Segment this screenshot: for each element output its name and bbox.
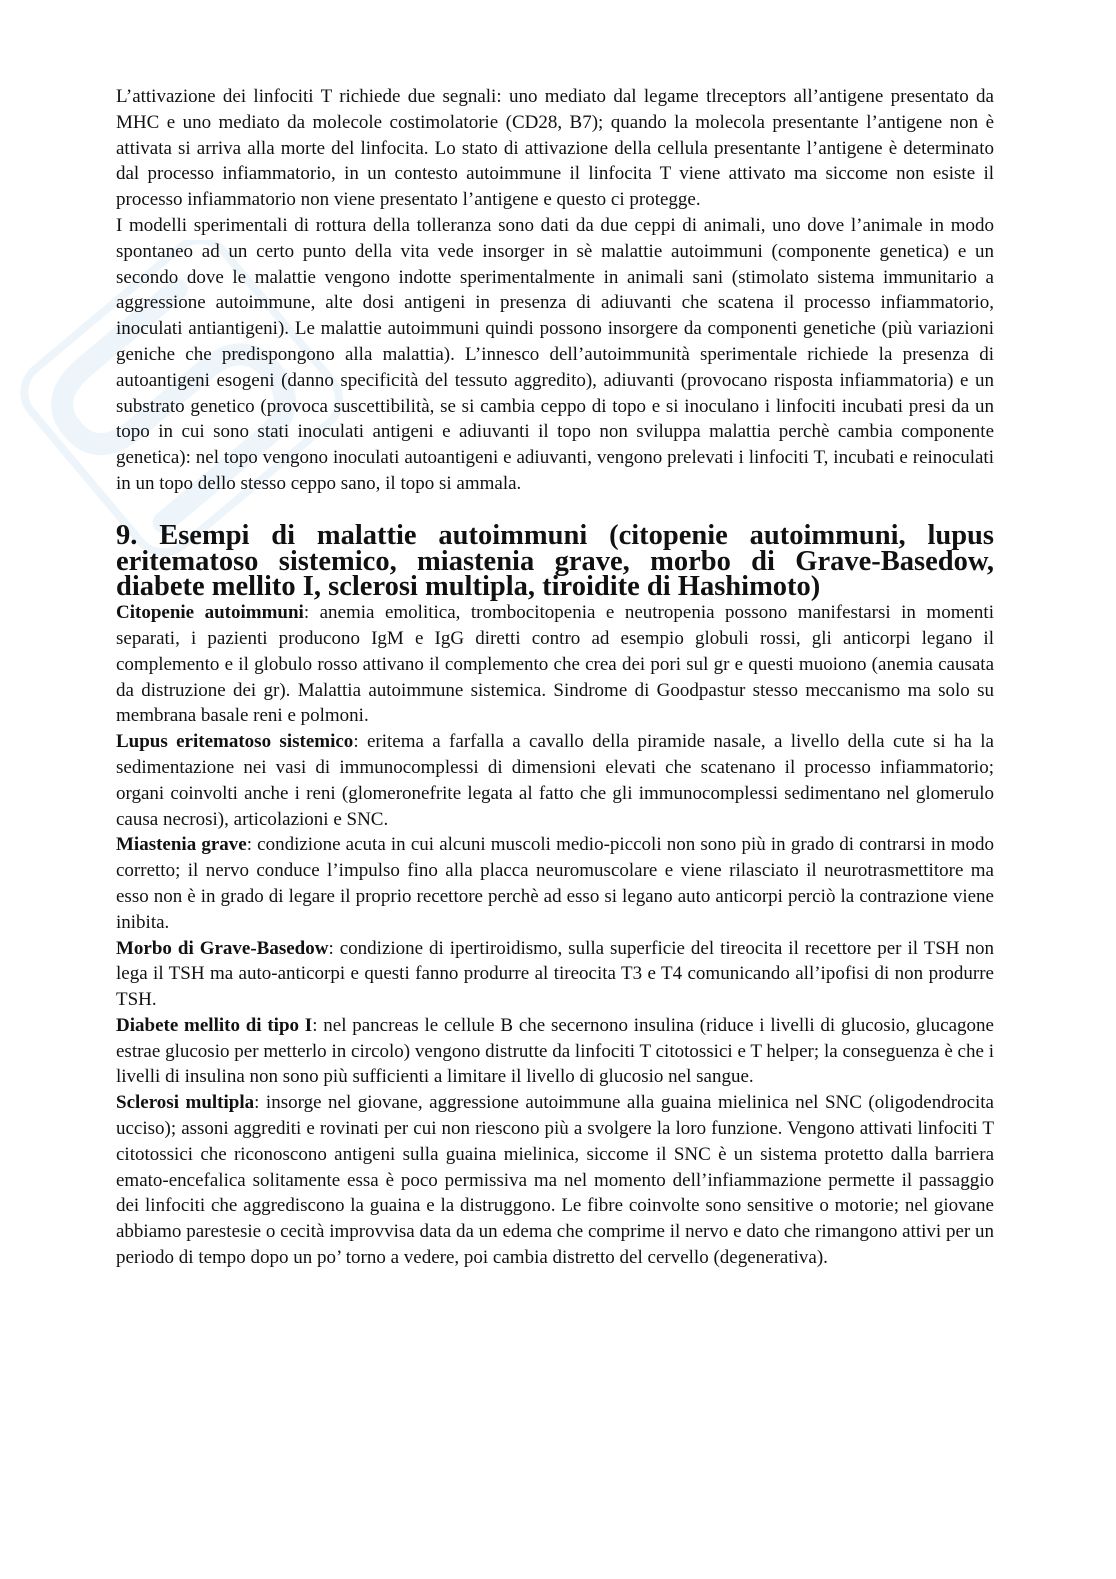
entry-diabete [116, 1013, 994, 1090]
text-miastenia: : condizione acuta in cui alcuni muscoli medio-piccoli non sono più in grado di contrarsi in modo corretto; il nervo conduce l’impulso fino alla placca neuromuscolare e viene rilasciato il neurotrasmettitore ma esso non è in grado di legare il proprio recettore perchè ad esso si legano auto anticorpi perciò la contrazione viene inibita. [116, 834, 994, 933]
text-grave-basedow: : condizione di ipertiroidismo, sulla superficie del tireocita il recettore per il TSH non lega il TSH ma auto-anticorpi e questi fanno produrre al tireocita T3 e T4 comunicando all’ipofisi di non produrre TSH. [116, 937, 994, 1011]
entry-citopenie [116, 600, 994, 729]
section-spacer [116, 497, 994, 523]
document-page [116, 84, 994, 1271]
entry-miastenia [116, 832, 994, 935]
term-miastenia: Miastenia grave [116, 834, 247, 856]
intro-paragraph-activation: L’attivazione dei linfociti T richiede due segnali: uno mediato dal legame tlreceptors all’antigene presentato da MHC e uno mediato da molecole costimolatorie (CD28, B7); quando la molecola presentante l’antigene non è attivata si arriva alla morte del linfocita. Lo stato di attivazione della cellula presentante l’antigene è determinato dal processo infiammatorio, in un contesto autoimmune il linfocita T viene attivato ma siccome non esiste il processo infiammatorio non viene presentato l’antigene e questo ci protegge. [116, 86, 994, 211]
term-citopenie: Citopenie autoimmuni [116, 602, 304, 624]
entry-grave-basedow [116, 936, 994, 1013]
term-diabete: Diabete mellito di tipo I [116, 1014, 313, 1036]
entry-sclerosi [116, 1090, 994, 1271]
term-lupus: Lupus eritematoso sistemico [116, 731, 354, 753]
section-heading: 9. Esempi di malattie autoimmuni (citopenie autoimmuni, lupus eritematoso sistemico, miastenia grave, morbo di Grave-Basedow, diabete mellito I, sclerosi multipla, tiroidite di Hashimoto) [116, 519, 994, 603]
text-diabete: : nel pancreas le cellule B che secernono insulina (riduce i livelli di glucosio, glucagone estrae glucosio per metterlo in circolo) vengono distrutte da linfociti T citotossici e T helper; la conseguenza è che i livelli di insulina non sono più sufficienti a limitare il livello di glucosio nel sangue. [116, 1014, 994, 1088]
text-sclerosi: : insorge nel giovane, aggressione autoimmune alla guaina mielinica nel SNC (oligodendrocita ucciso); assoni aggrediti e rovinati per cui non riescono più a svolgere la loro funzione. Vengono attivati linfociti T citotossici che riconoscono antigeni sulla guaina mielinica, siccome il SNC è un sistema protetto dalla barriera emato-encefalica solitamente essa è poco permissiva ma nel momento dell’infiammazione permette il passaggio dei linfociti che aggrediscono la guaina e la distruggono. Le fibre coinvolte sono sensitive o motorie; nel giovane abbiamo parestesie o cecità improvvisa data da un edema che comprime il nervo e dato che rimangono attivi per un periodo di tempo dopo un po’ torno a vedere, poi cambia distretto del cervello (degenerativa). [116, 1092, 994, 1269]
term-sclerosi: Sclerosi multipla [116, 1092, 255, 1114]
term-grave-basedow: Morbo di Grave-Basedow [116, 937, 329, 959]
entry-lupus [116, 729, 994, 832]
intro-paragraph-models: I modelli sperimentali di rottura della tolleranza sono dati da due ceppi di animali, uno dove l’animale in modo spontaneo ad un certo punto della vita vede insorger in sè malattie autoimmuni (componente genetica) e un secondo dove le malattie vengono indotte sperimentalmente in animali sani (stimolato sistema immunitario a aggressione autoimmune, alte dosi antigeni in presenza di adiuvanti che scatena il processo infiammatorio, inoculati antiantigeni). Le malattie autoimmuni quindi possono insorgere da componenti genetiche (più variazioni geniche che predispongono alla malattia). L’innesco dell’autoimmunità sperimentale richiede la presenza di autoantigeni esogeni (danno specificità del tessuto aggredito), adiuvanti (provocano risposta infiammatoria) e un substrato genetico (provoca suscettibilità, se si cambia ceppo di topo e si inoculano i linfociti incubati presi da un topo in cui sono stati inoculati antigeni e adiuvanti il topo non sviluppa malattia perchè cambia componente genetica): nel topo vengono inoculati autoantigeni e adiuvanti, vengono prelevati i linfociti T, incubati e reinoculati in un topo dello stesso ceppo sano, il topo si ammala. [116, 214, 994, 494]
text-citopenie: : anemia emolitica, trombocitopenia e neutropenia possono manifestarsi in momenti separati, i pazienti producono IgM e IgG diretti contro ad esempio globuli rossi, gli anticorpi legano il complemento e il globulo rosso attivano il complemento che crea dei pori sul gr e questi muoiono (anemia causata da distruzione dei gr). Malattia autoimmune sistemica. Sindrome di Goodpastur stesso meccanismo ma solo su membrana basale reni e polmoni. [116, 602, 994, 727]
text-lupus: : eritema a farfalla a cavallo della piramide nasale, a livello della cute si ha la sedimentazione nei vasi di immunocomplessi di dimensioni elevati che scatenano il processo infiammatorio; organi coinvolti anche i reni (glomeronefrite legata al fatto che gli immunocomplessi sedimentano nel glomerulo causa necrosi), articolazioni e SNC. [116, 731, 994, 830]
